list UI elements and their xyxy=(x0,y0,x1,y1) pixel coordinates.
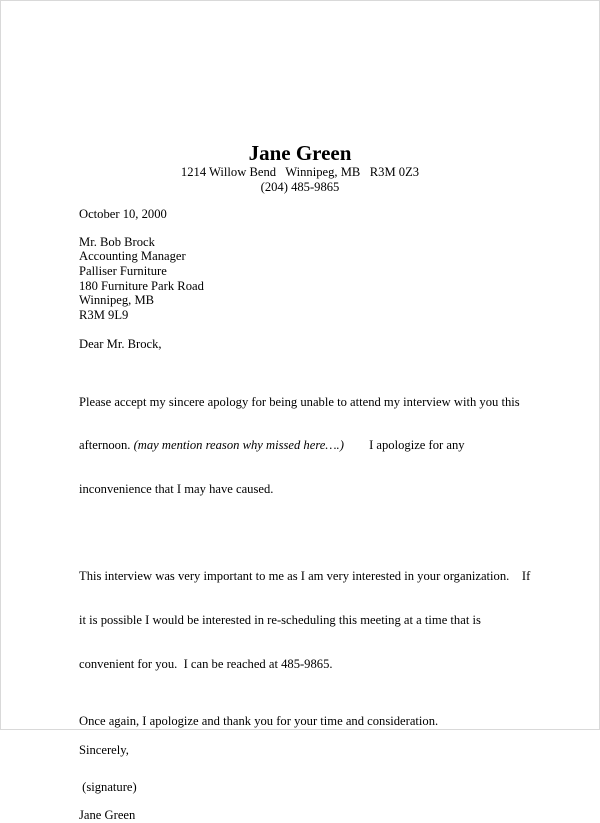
paragraph-interest-line-1: This interview was very important to me as I am very interested in your organization. If xyxy=(79,569,531,584)
closing: Sincerely, xyxy=(79,743,129,758)
letter-body xyxy=(79,207,549,823)
paragraph-apology-line-3: inconvenience that I may have caused. xyxy=(79,482,274,497)
paragraph-interest xyxy=(79,540,549,701)
paragraph-apology xyxy=(79,365,549,526)
recipient-city: Winnipeg, MB xyxy=(79,293,155,308)
signer-name: Jane Green xyxy=(79,808,136,823)
paragraph-thanks: Once again, I apologize and thank you for your time and consideration. xyxy=(79,714,439,729)
paragraph-apology-line-2 xyxy=(79,438,549,453)
letter-date: October 10, 2000 xyxy=(79,207,167,221)
recipient-block xyxy=(79,235,549,323)
letterhead xyxy=(1,141,599,194)
paragraph-interest-line-3: convenient for you. I can be reached at 485-9865. xyxy=(79,656,333,671)
salutation: Dear Mr. Brock, xyxy=(79,336,162,351)
signature-placeholder: (signature) xyxy=(79,779,137,794)
recipient-postal-code: R3M 9L9 xyxy=(79,308,129,323)
recipient-street: 180 Furniture Park Road xyxy=(79,278,204,293)
recipient-company: Palliser Furniture xyxy=(79,264,167,278)
paragraph-apology-line-1: Please accept my sincere apology for being unable to attend my interview with you this xyxy=(79,394,520,409)
recipient-name: Mr. Bob Brock xyxy=(79,234,155,249)
paragraph-interest-line-2: it is possible I would be interested in re-scheduling this meeting at a time that is xyxy=(79,612,481,627)
sender-name: Jane Green xyxy=(248,141,352,165)
reason-placeholder: (may mention reason why missed here….) xyxy=(133,438,344,453)
sender-address: 1214 Willow Bend Winnipeg, MB R3M 0Z3 xyxy=(180,165,420,179)
paragraph-apology-line-2-start: afternoon. xyxy=(79,438,134,453)
recipient-title: Accounting Manager xyxy=(79,249,186,264)
paragraph-apology-line-2-end: I apologize for any xyxy=(343,438,465,453)
sender-phone: (204) 485-9865 xyxy=(260,179,340,194)
